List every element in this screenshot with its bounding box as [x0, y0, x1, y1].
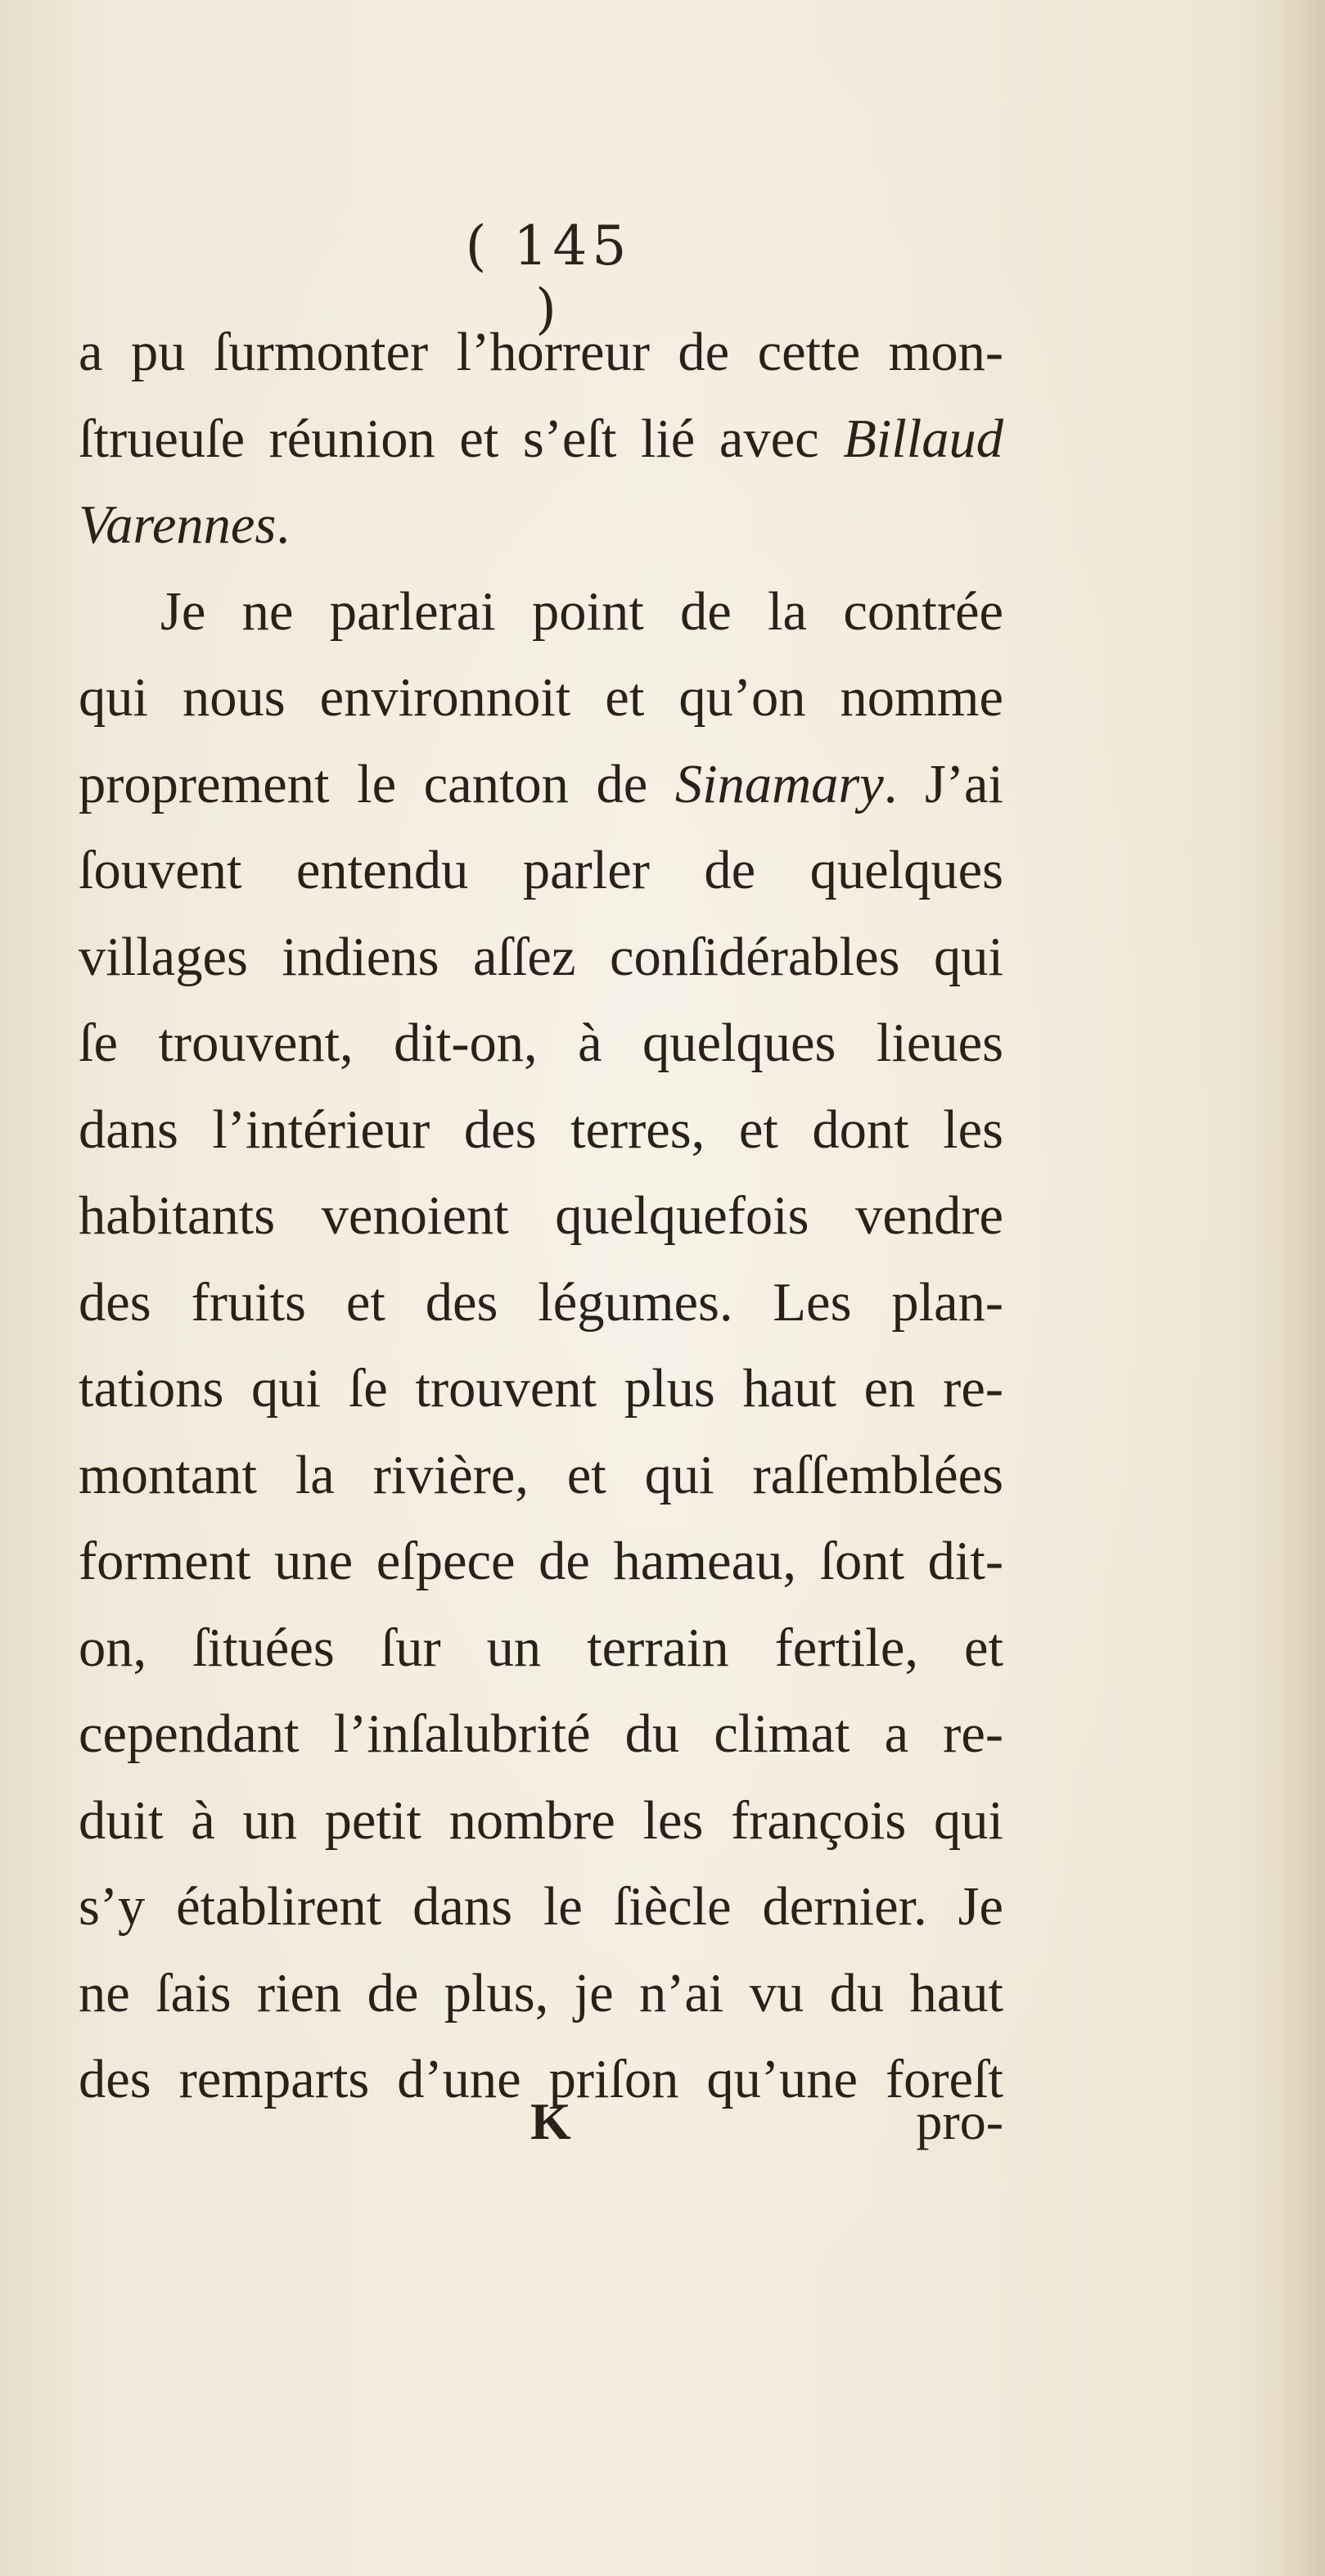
text-run: a pu ſurmonter l’horreur de cette mon-	[79, 323, 1003, 382]
text-line	[79, 569, 1003, 656]
text-run: ſouvent entendu parler de quelques	[79, 841, 1003, 900]
text-run: on, ſituées ſur un terrain fertile, et	[79, 1617, 1003, 1678]
text-line	[79, 396, 1003, 483]
signature-mark: K	[530, 2092, 571, 2150]
text-line	[79, 1691, 1003, 1778]
text-run: dans l’intérieur des terres, et dont les	[79, 1099, 1003, 1160]
text-run: habitants venoient quelquefois vendre	[79, 1186, 1003, 1246]
text-line	[79, 1173, 1003, 1260]
text-run: proprement le canton de	[79, 754, 675, 814]
text-line	[79, 309, 1003, 396]
text-line	[79, 1260, 1003, 1347]
text-line	[79, 1951, 1003, 2037]
text-run: cependant l’inſalubrité du climat a re-	[79, 1704, 1003, 1764]
italic-text: Varennes	[79, 495, 277, 555]
text-run: qui nous environnoit et qu’on nomme	[79, 668, 1003, 728]
text-line	[79, 828, 1003, 914]
text-run: s’y établirent dans le ſiècle dernier. Je	[79, 1877, 1003, 1937]
text-line	[79, 1000, 1003, 1087]
text-line	[79, 742, 1003, 828]
text-run: Je ne parlerai point de la contrée	[160, 581, 1003, 642]
text-run: ne ſais rien de plus, je n’ai vu du haut	[79, 1963, 1003, 2023]
page-footer	[79, 2091, 1003, 2165]
italic-text: Billaud	[843, 408, 1003, 469]
text-line	[79, 1432, 1003, 1519]
text-run: ſe trouvent, dit-on, à quelques lieues	[79, 1013, 1003, 1073]
text-run: . J’ai	[883, 754, 1003, 814]
text-line	[79, 1605, 1003, 1692]
text-line	[79, 482, 1003, 569]
italic-text: Sinamary	[674, 754, 884, 814]
catchword: pro-	[916, 2092, 1003, 2150]
text-run: montant la rivière, et qui raſſemblées	[79, 1445, 1003, 1505]
body-text	[79, 309, 1003, 2123]
text-line	[79, 1346, 1003, 1432]
text-line	[79, 1778, 1003, 1865]
text-line	[79, 1864, 1003, 1951]
text-run: villages indiens aſſez conſidérables qui	[79, 927, 1003, 987]
text-line	[79, 1087, 1003, 1174]
text-run: duit à un petit nombre les françois qui	[79, 1790, 1003, 1851]
text-run: des fruits et des légumes. Les plan-	[79, 1272, 1003, 1333]
text-line	[79, 914, 1003, 1001]
text-run: des remparts d’une priſon qu’une foreſt	[79, 2050, 1003, 2109]
page-edge-shadow	[1276, 0, 1325, 2576]
page-number: ( 145 )	[465, 214, 632, 341]
text-run: forment une eſpece de hameau, ſont dit-	[79, 1532, 1003, 1591]
text-run: .	[276, 495, 290, 555]
text-run: ſtrueuſe réunion et s’eſt lié avec	[79, 408, 844, 469]
text-line	[79, 655, 1003, 742]
text-line	[79, 1518, 1003, 1605]
text-run: tations qui ſe trouvent plus haut en re-	[79, 1359, 1003, 1419]
